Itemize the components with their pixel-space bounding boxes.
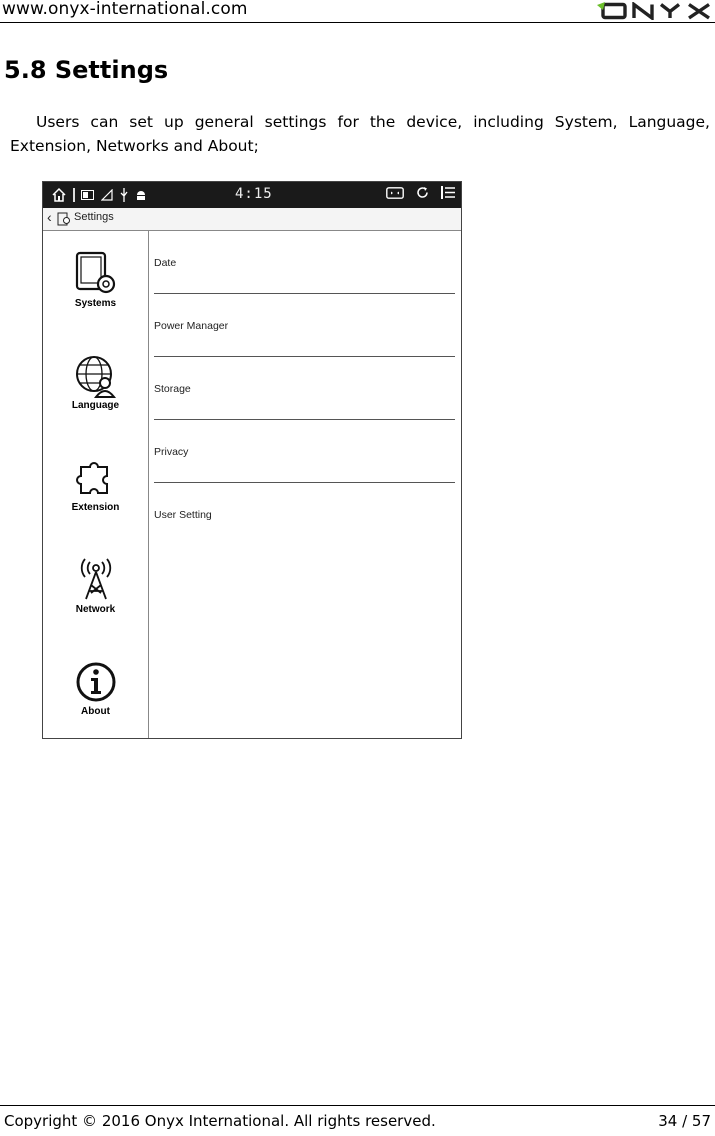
category-panel [43, 231, 149, 738]
category-label: Language [71, 400, 120, 411]
category-label: Systems [74, 298, 117, 309]
option-divider [154, 293, 455, 294]
onyx-logo [597, 2, 713, 20]
category-label: Extension [71, 502, 120, 513]
home-icon[interactable] [51, 187, 67, 203]
settings-title: Settings [74, 211, 114, 223]
settings-small-icon [57, 212, 71, 226]
puzzle-icon [73, 455, 119, 501]
option-divider [154, 482, 455, 483]
section-title: 5.8 Settings [4, 56, 169, 84]
page-number: 34 / 57 [658, 1112, 711, 1130]
menu-icon[interactable] [441, 186, 455, 199]
battery-icon [81, 190, 95, 200]
globe-person-icon [73, 353, 119, 399]
category-extension[interactable] [43, 455, 148, 513]
signal-icon [101, 189, 113, 201]
tablet-gear-icon [73, 251, 119, 297]
option-divider [154, 356, 455, 357]
category-systems[interactable] [43, 251, 148, 309]
screen-rotate-icon[interactable] [386, 187, 404, 199]
option-divider [154, 419, 455, 420]
option-power-manager[interactable]: Power Manager [154, 320, 229, 332]
divider-icon [73, 188, 75, 202]
intro-paragraph: Users can set up general settings for the device, including System, Language, Extension, Networks and About; [10, 113, 710, 155]
back-chevron-icon[interactable]: ‹ [47, 209, 52, 225]
site-url[interactable]: www.onyx-international.com [2, 0, 248, 19]
settings-title-bar [43, 208, 461, 231]
option-user-setting[interactable]: User Setting [154, 509, 212, 521]
android-icon [135, 189, 147, 201]
status-icons-left [51, 187, 147, 203]
status-time: 4:15 [235, 186, 273, 202]
option-date[interactable]: Date [154, 257, 177, 269]
footer-rule [0, 1105, 715, 1106]
info-icon [73, 659, 119, 705]
option-privacy[interactable]: Privacy [154, 446, 189, 458]
status-icons-right [386, 186, 455, 199]
antenna-icon [73, 557, 119, 603]
device-screenshot [42, 181, 462, 739]
footer-copyright: Copyright © 2016 Onyx International. All rights reserved. [4, 1112, 436, 1130]
page-header [0, 0, 715, 23]
options-panel [149, 231, 461, 738]
usb-icon [119, 188, 129, 202]
refresh-icon[interactable] [416, 186, 429, 199]
category-label: Network [75, 604, 116, 615]
category-about[interactable] [43, 659, 148, 717]
category-label: About [81, 706, 110, 717]
option-storage[interactable]: Storage [154, 383, 191, 395]
status-bar [43, 182, 461, 208]
category-network[interactable] [43, 557, 148, 615]
category-language[interactable] [43, 353, 148, 411]
